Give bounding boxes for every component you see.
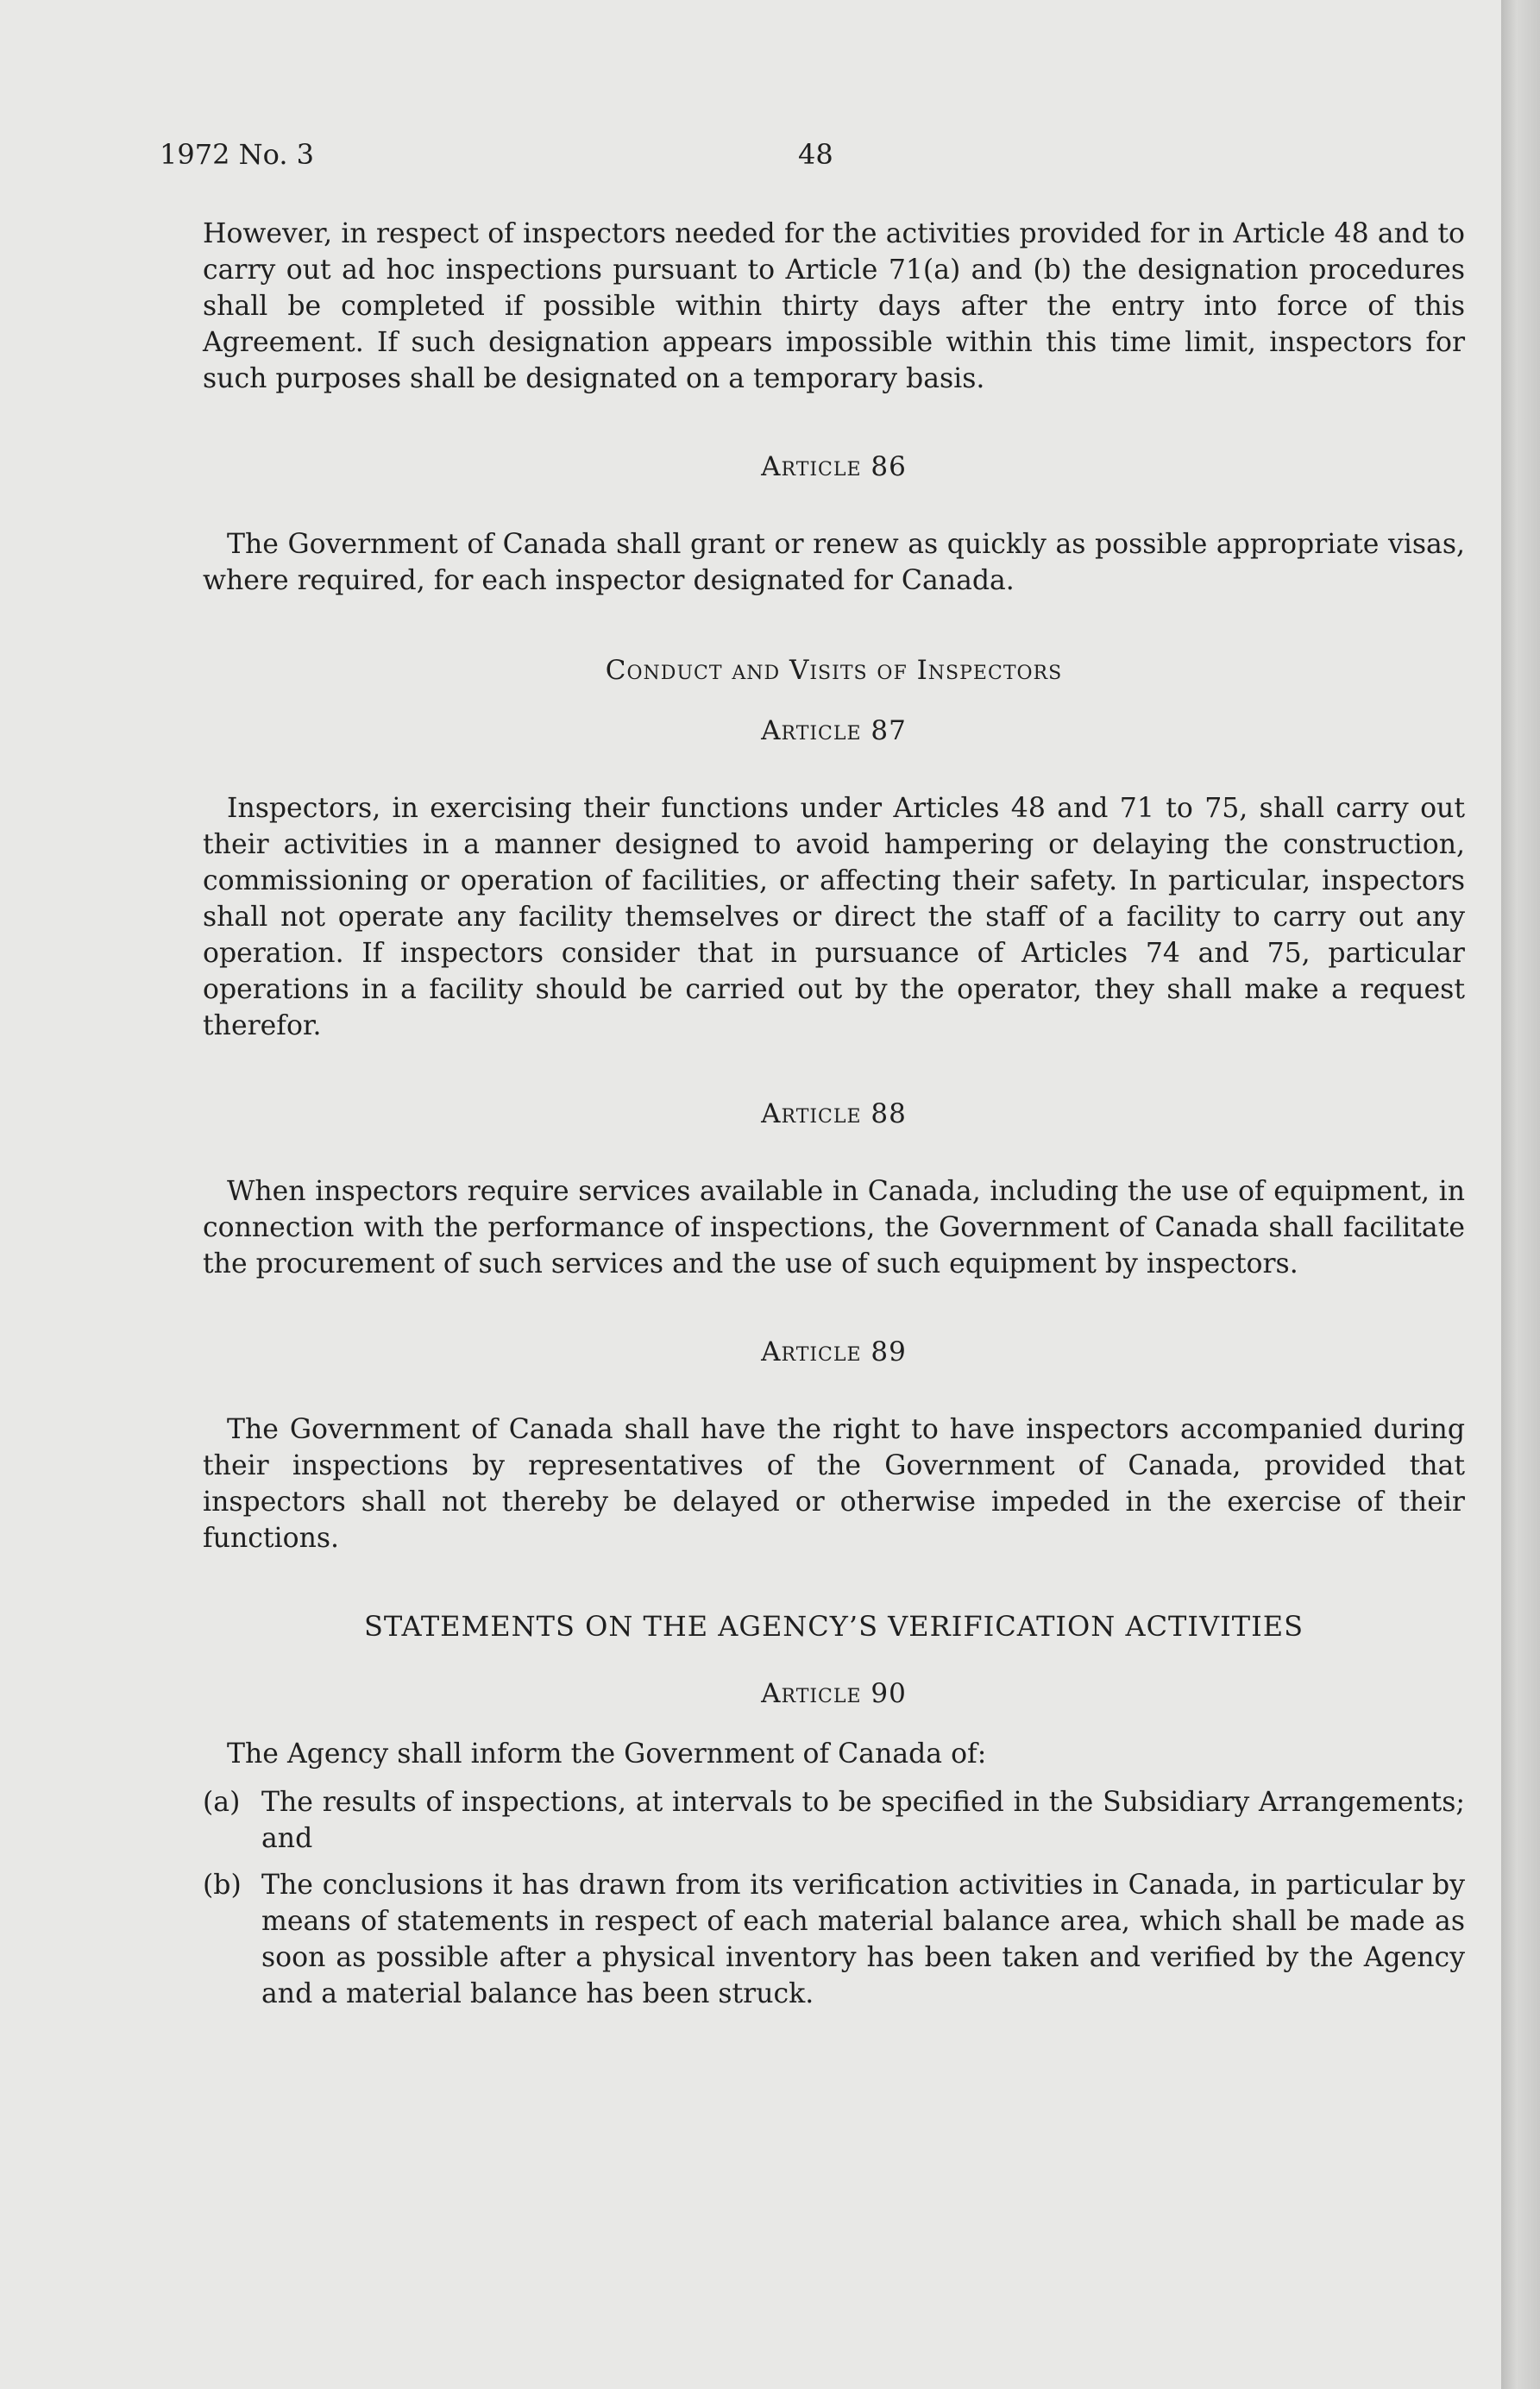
article-89-heading: Article 89 xyxy=(761,1336,907,1367)
list-item-text: The conclusions it has drawn from its verification activities in Canada, in particular by means of statements in respect of each material balance area, which shall be made as soon as possible after a physical inventory has been taken and verified by the Agency and a material balance has been struck. xyxy=(261,1870,1465,2009)
conduct-section-heading: Conduct and Visits of Inspectors xyxy=(605,655,1063,686)
article-87-heading: Article 87 xyxy=(761,715,907,746)
article-88-heading: Article 88 xyxy=(761,1098,907,1129)
article-88-text: When inspectors require services available in Canada, including the use of equipment, in connection with the performance of inspections, the Government of Canada shall facilitate the procurement of such services and the use of such equipment by inspectors. xyxy=(203,1176,1465,1279)
article-90-list xyxy=(203,1784,1465,2012)
page-number: 48 xyxy=(798,138,833,171)
article-86-text: The Government of Canada shall grant or renew as quickly as possible appropriate visas, where required, for each inspector designated for Canada. xyxy=(203,529,1465,596)
list-item xyxy=(203,1867,1465,2012)
list-marker: (b) xyxy=(203,1870,242,1901)
document-body xyxy=(203,216,1465,2022)
article-90-heading: Article 90 xyxy=(761,1678,907,1709)
article-87-text: Inspectors, in exercising their functions under Articles 48 and 71 to 75, shall carry out their activities in a manner designed to avoid hampering or delaying the construction, commissioning or operation of facilities, or affecting their safety. In particular, inspectors shall not operate any facility themselves or direct the staff of a facility to carry out any operation. If inspectors consider that in pursuance of Articles 74 and 75, particular operations in a facility should be carried out by the operator, they shall make a request therefor. xyxy=(203,793,1465,1041)
article-86-heading: Article 86 xyxy=(761,451,907,482)
article-90-intro: The Agency shall inform the Government of Canada of: xyxy=(227,1738,987,1770)
page-header xyxy=(160,138,1471,173)
intro-paragraph: However, in respect of inspectors needed for the activities provided for in Article 48 and to carry out ad hoc inspections pursuant to Article 71(a) and (b) the designation procedures shall be completed if possible within thirty days after the entry into force of this Agreement. If such designation appears impossible within this time limit, inspectors for such purposes shall be designated on a temporary basis. xyxy=(203,218,1465,394)
statements-section-heading: STATEMENTS ON THE AGENCY’S VERIFICATION ACTIVITIES xyxy=(363,1610,1304,1643)
list-item xyxy=(203,1784,1465,1857)
header-year-number: 1972 No. 3 xyxy=(160,138,315,171)
article-89-text: The Government of Canada shall have the right to have inspectors accompanied during their inspections by representatives of the Government of Canada, provided that inspectors shall not thereby be delayed or otherwise impeded in the exercise of their functions. xyxy=(203,1414,1465,1554)
page-binding-edge xyxy=(1501,0,1540,2389)
list-item-text: The results of inspections, at intervals to be specified in the Subsidiary Arrangements; and xyxy=(261,1787,1465,1854)
list-marker: (a) xyxy=(203,1787,241,1818)
